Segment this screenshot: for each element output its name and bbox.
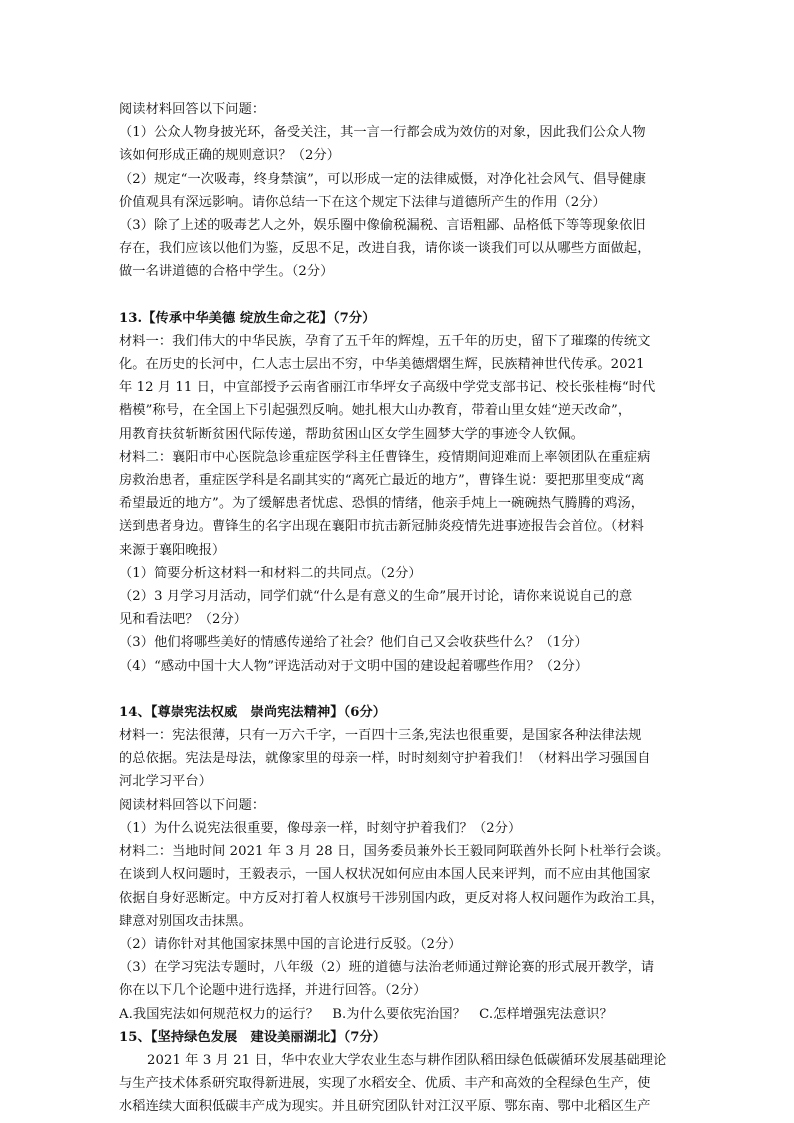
material-13-1-line-5: 用教育扶贫斩断贫困代际传递，帮助贫困山区女学生圆梦大学的事迹令人钦佩。 — [119, 426, 585, 442]
material-14-1-line-1: 材料一：宪法很薄，只有一万六千字，一百四十三条,宪法也很重要，是国家各种法律法规 — [119, 728, 642, 744]
reading-instruction: 阅读材料回答以下问题： — [119, 797, 266, 813]
paragraph-15-line-1: 2021 年 3 月 21 日，华中农业大学农业生态与耕作团队稻田绿色低碳循环发展基础理论 — [147, 1052, 667, 1068]
question-14-3-line-2: 你在以下几个论题中进行选择，并进行回答。（2分） — [119, 983, 427, 999]
section-14-heading: 14、【尊崇宪法权威 崇尚宪法精神】（6分） — [119, 704, 387, 720]
question-12-1-line-2: 该如何形成正确的规则意识？（2分） — [119, 148, 341, 164]
material-13-1-line-3: 年 12 月 11 日，中宣部授予云南省丽江市华坪女子高级中学党支部书记、校长张桂梅“时代 — [119, 380, 656, 396]
section-13-heading: 13.【传承中华美德 绽放生命之花】（7分） — [119, 310, 376, 326]
question-13-2-line-2: 见和看法吧？（2分） — [119, 612, 248, 628]
section-spacer — [119, 678, 685, 701]
material-13-2-line-4: 送到患者身边。曹锋生的名字出现在襄阳市抗击新冠肺炎疫情先进事迹报告会首位。（材料 — [119, 519, 644, 535]
material-13-2-line-3: 希望最近的地方”。为了缓解患者忧虑、恐惧的情绪，他亲手炖上一碗碗热气腾腾的鸡汤， — [119, 496, 645, 512]
question-12-1-line-1: （1）公众人物身披光环，备受关注，其一言一行都会成为效仿的对象，因此我们公众人物 — [119, 125, 646, 141]
question-13-4: （4）“感动中国十大人物”评选活动对于文明中国的建设起着哪些作用？（2分） — [119, 658, 589, 674]
section-13 — [119, 307, 685, 678]
paragraph-15-line-2: 与生产技术体系研究取得新进展，实现了水稻安全、优质、丰产和高效的全程绿色生产，使 — [119, 1076, 651, 1092]
material-14-2-line-3: 依据自身好恶断定。中方反对打着人权旗号干涉别国内政，更反对将人权问题作为政治工具， — [119, 890, 664, 906]
question-12-3-line-2: 存在，我们应该以他们为鉴，反思不足，改进自我，请你谈一谈我们可以从哪些方面做起， — [119, 241, 651, 257]
material-13-1-line-2: 化。在历史的长河中，仁人志士层出不穷，中华美德熠熠生辉，民族精神世代传承。2021 — [119, 357, 645, 373]
reading-instruction: 阅读材料回答以下问题： — [119, 102, 266, 117]
question-13-1: （1）简要分析这材料一和材料二的共同点。（2分） — [119, 565, 422, 581]
question-12-2-line-2: 价值观具有深远影响。请你总结一下在这个规定下法律与道德所产生的作用（2分） — [119, 194, 606, 210]
section-14 — [119, 701, 685, 1026]
material-13-2-line-1: 材料二：襄阳市中心医院急诊重症医学科主任曹锋生，疫情期间迎难而上率领团队在重症病 — [119, 449, 651, 465]
material-14-1-line-2: 的总依据。宪法是母法，就像家里的母亲一样，时时刻刻守护着我们！（材料出学习强国自 — [119, 751, 651, 767]
question-14-1: （1）为什么说宪法很重要，像母亲一样，时刻守护着我们？（2分） — [119, 820, 522, 836]
paragraph-15-line-3: 水稻连续大面积低碳丰产成为现实。并且研究团队针对江汉平原、鄂东南、鄂中北稻区生产 — [119, 1099, 651, 1115]
material-13-2-line-2: 房救治患者，重症医学科是名副其实的“离死亡最近的地方”，曹锋生说：要把那里变成“离 — [119, 473, 645, 489]
question-12-3-line-3: 做一名讲道德的合格中学生。（2分） — [119, 264, 334, 280]
debate-topic-options: A.我国宪法如何规范权力的运行？ B.为什么要依宪治国？ C.怎样增强宪法意识？ — [119, 1006, 613, 1022]
question-14-3-line-1: （3）在学习宪法专题时，八年级（2）班的道德与法治老师通过辩论赛的形式展开教学，请 — [119, 960, 655, 976]
question-13-3: （3）他们将哪些美好的情感传递给了社会？他们自己又会收获些什么？（1分） — [119, 635, 588, 651]
material-14-2-line-4: 肆意对别国攻击抹黑。 — [119, 913, 252, 929]
material-14-1-line-3: 河北学习平台） — [119, 774, 213, 790]
material-13-2-line-5: 来源于襄阳晚报） — [119, 542, 226, 558]
material-14-2-line-2: 在谈到人权问题时，王毅表示，一国人权状况如何应由本国人民来评判，而不应由其他国家 — [119, 867, 651, 883]
question-13-2-line-1: （2）3 月学习月活动，同学们就“什么是有意义的生命”展开讨论，请你来说说自己的意 — [119, 589, 633, 605]
section-15 — [119, 1026, 685, 1119]
question-12-3-line-1: （3）除了上述的吸毒艺人之外，娱乐圈中像偷税漏税、言语粗鄙、品格低下等等现象依旧 — [119, 218, 646, 234]
material-14-2-line-1: 材料二：当地时间 2021 年 3 月 28 日，国务委员兼外长王毅同阿联酋外长阿卜杜举行会谈。 — [119, 844, 670, 860]
page-content — [119, 98, 685, 1119]
material-13-1-line-1: 材料一：我们伟大的中华民族，孕育了五千年的辉煌，五千年的历史，留下了璀璨的传统文 — [119, 333, 651, 349]
section-15-heading: 15、【坚持绿色发展 建设美丽湖北】（7分） — [119, 1029, 387, 1045]
material-13-1-line-4: 楷模”称号，在全国上下引起强烈反响。她扎根大山办教育，带着山里女娃“逆天改命”， — [119, 403, 632, 419]
question-12-2-line-1: （2）规定“一次吸毒，终身禁演”，可以形成一定的法律威慑，对净化社会风气、倡导健康 — [119, 171, 647, 187]
section-spacer — [119, 284, 685, 307]
question-14-2: （2）请你针对其他国家抹黑中国的言论进行反驳。（2分） — [119, 936, 462, 952]
section-12 — [119, 98, 685, 284]
